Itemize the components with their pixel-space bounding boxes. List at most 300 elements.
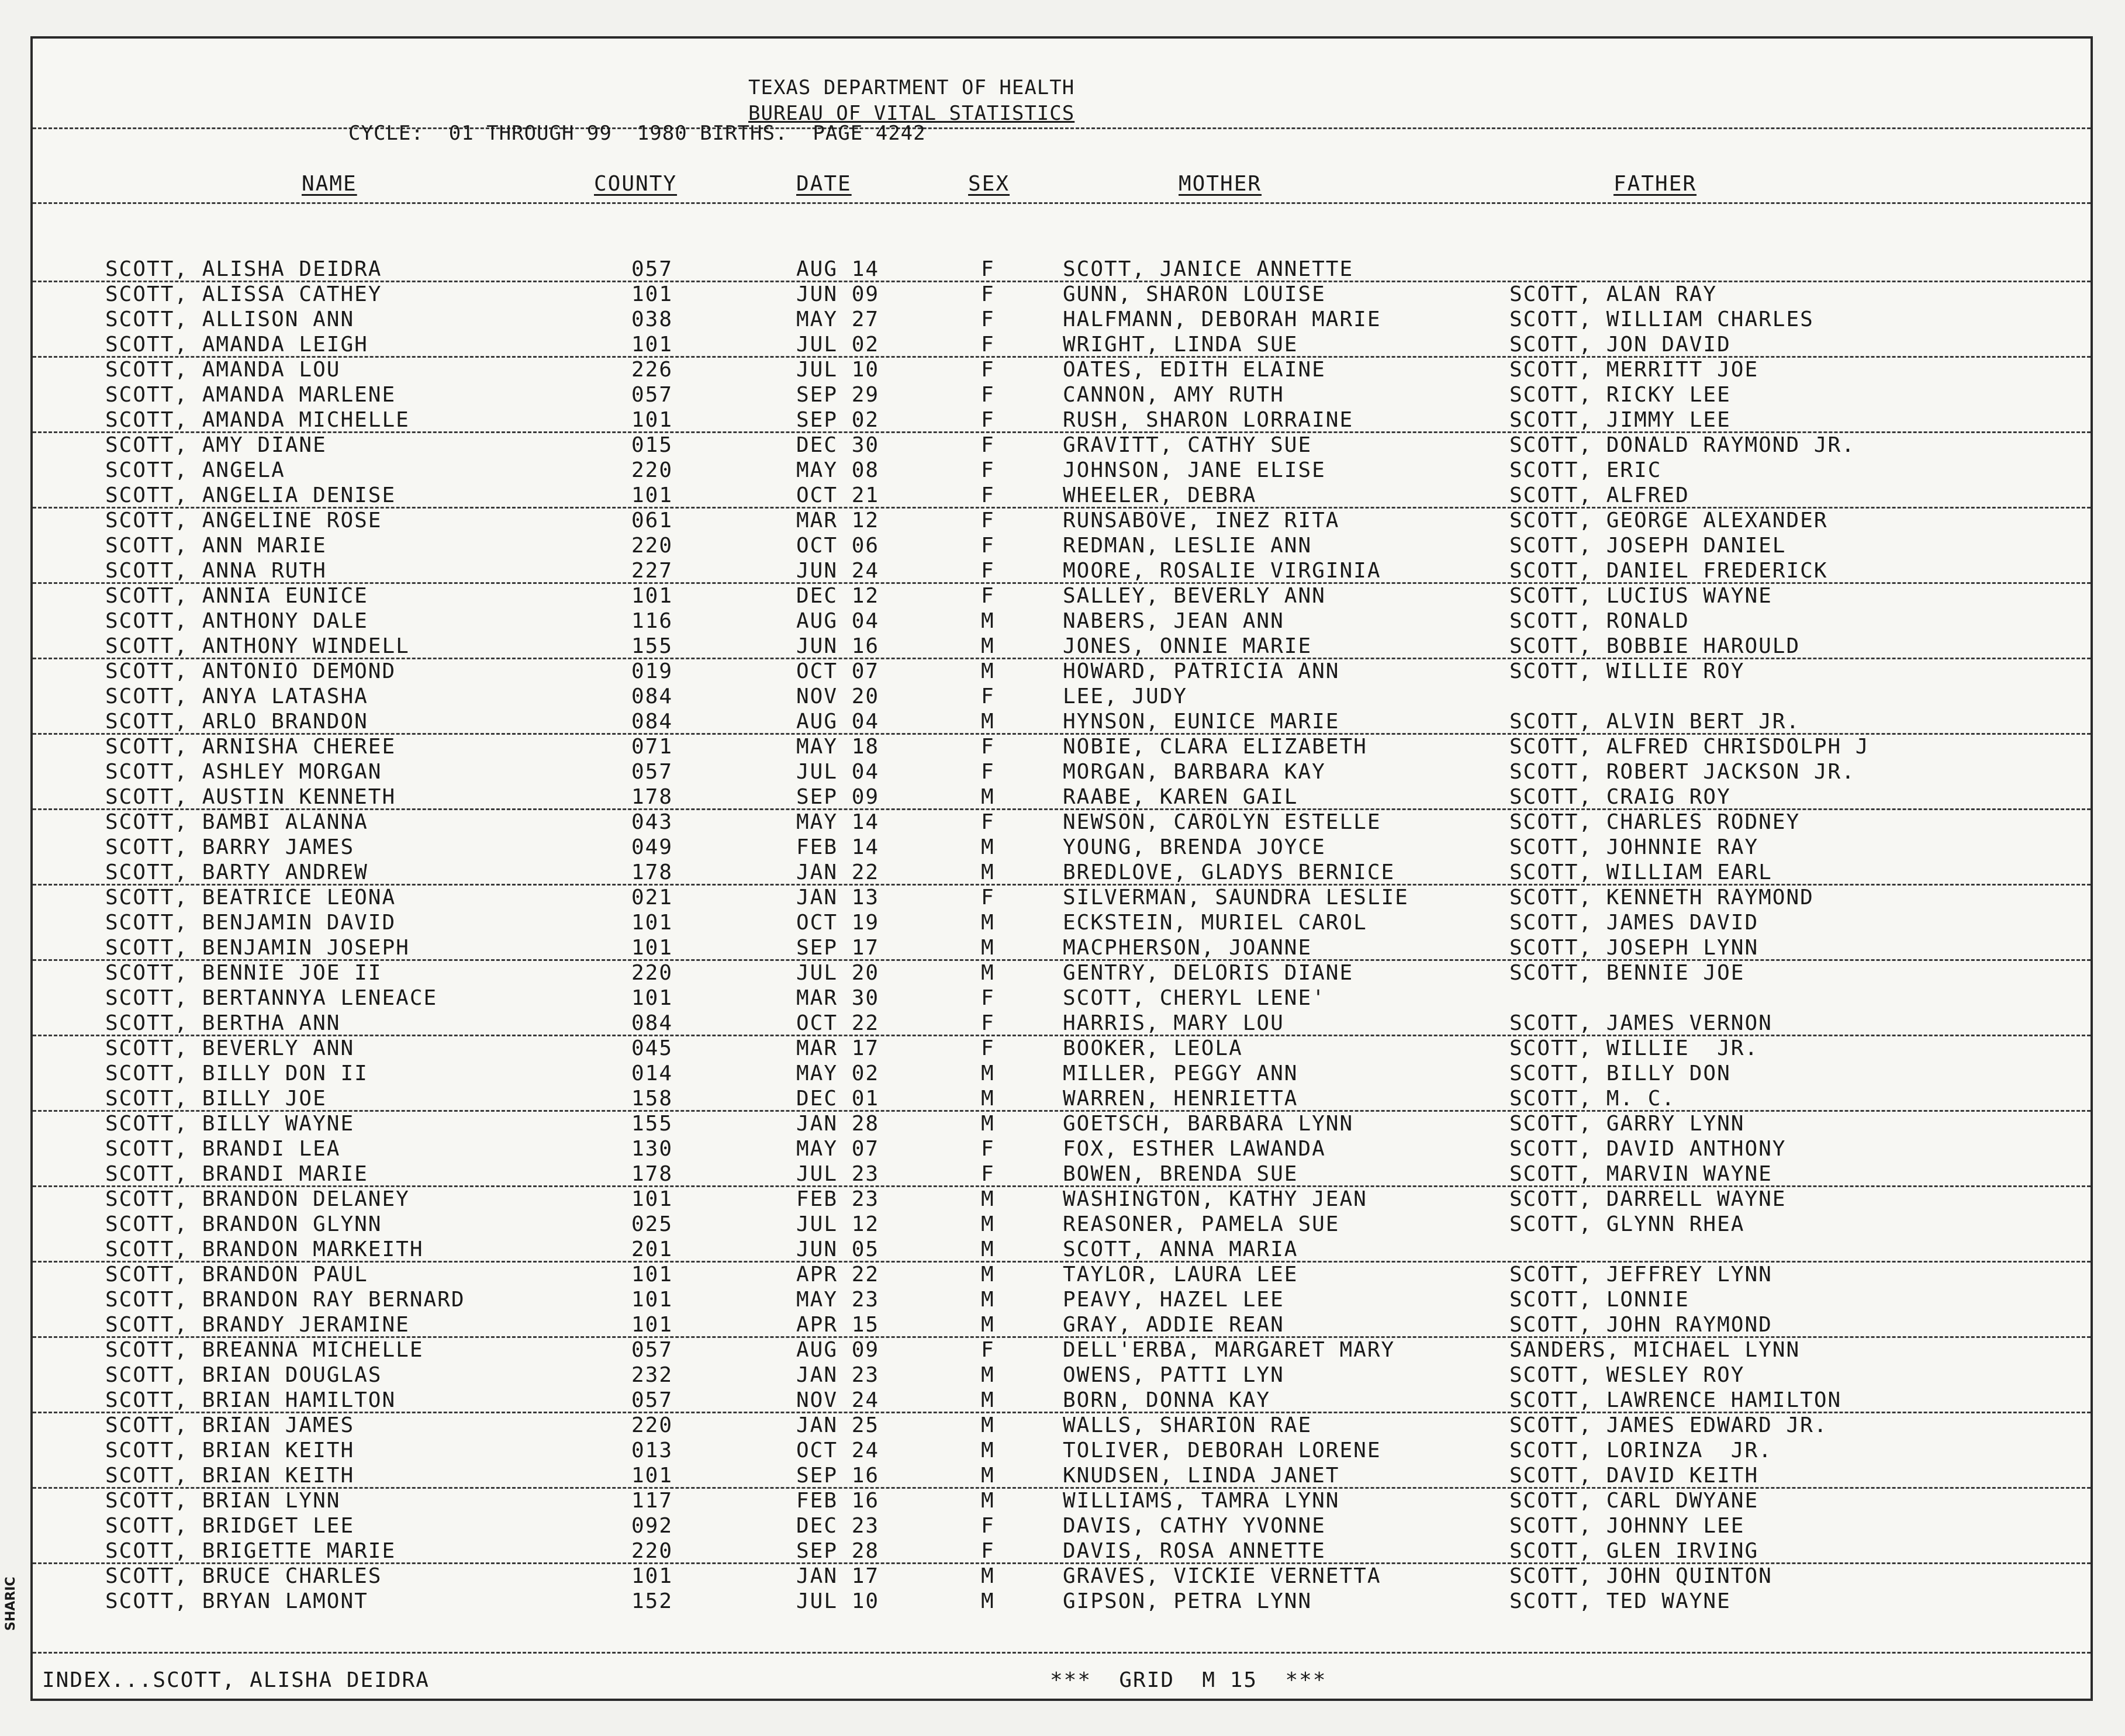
cell-date: JUL 04 xyxy=(796,760,880,784)
cell-mother: GRAVITT, CATHY SUE xyxy=(1063,433,1312,457)
cell-sex: M xyxy=(981,1564,995,1588)
cell-father: SCOTT, WESLEY ROY xyxy=(1509,1363,1745,1387)
cell-county: 220 xyxy=(631,534,673,558)
cell-sex: F xyxy=(981,1162,995,1186)
cell-father: SCOTT, JOHNNY LEE xyxy=(1509,1514,1745,1538)
cell-father: SCOTT, ALFRED xyxy=(1509,483,1689,507)
cell-name: SCOTT, BEATRICE LEONA xyxy=(105,886,396,910)
cell-date: DEC 30 xyxy=(796,433,880,457)
cell-county: 158 xyxy=(631,1087,673,1111)
cell-mother: CANNON, AMY RUTH xyxy=(1063,383,1284,407)
cell-sex: M xyxy=(981,710,995,734)
cell-name: SCOTT, BERTHA ANN xyxy=(105,1011,341,1035)
cell-date: FEB 23 xyxy=(796,1187,880,1211)
cell-county: 116 xyxy=(631,609,673,633)
cell-date: JUL 23 xyxy=(796,1162,880,1186)
cell-sex: F xyxy=(981,483,995,507)
cell-sex: M xyxy=(981,1288,995,1312)
cell-name: SCOTT, BRIAN HAMILTON xyxy=(105,1388,396,1412)
table-row xyxy=(33,1539,2091,1564)
cell-father: SCOTT, ALFRED CHRISDOLPH J xyxy=(1509,735,1870,759)
cell-mother: LEE, JUDY xyxy=(1063,684,1188,708)
cell-mother: REDMAN, LESLIE ANN xyxy=(1063,534,1312,558)
cell-date: NOV 24 xyxy=(796,1388,880,1412)
table-row xyxy=(33,785,2091,810)
cell-date: NOV 20 xyxy=(796,684,880,708)
cell-date: MAY 18 xyxy=(796,735,880,759)
cell-name: SCOTT, BAMBI ALANNA xyxy=(105,810,368,834)
cell-sex: M xyxy=(981,1489,995,1513)
cell-name: SCOTT, ARLO BRANDON xyxy=(105,710,368,734)
cell-sex: F xyxy=(981,307,995,331)
cell-county: 101 xyxy=(631,333,673,357)
cell-county: 101 xyxy=(631,1564,673,1588)
table-row xyxy=(33,1187,2091,1212)
cell-date: SEP 09 xyxy=(796,785,880,809)
cell-date: OCT 22 xyxy=(796,1011,880,1035)
header-bureau: BUREAU OF VITAL STATISTICS xyxy=(748,102,1075,125)
cell-name: SCOTT, BENJAMIN JOSEPH xyxy=(105,936,410,960)
cell-mother: GRAVES, VICKIE VERNETTA xyxy=(1063,1564,1381,1588)
cell-mother: SCOTT, JANICE ANNETTE xyxy=(1063,257,1354,281)
cell-father: SCOTT, MERRITT JOE xyxy=(1509,358,1759,382)
cell-father: SCOTT, CRAIG ROY xyxy=(1509,785,1731,809)
cell-mother: WALLS, SHARION RAE xyxy=(1063,1413,1312,1437)
cell-sex: F xyxy=(981,886,995,910)
cell-father: SCOTT, GEORGE ALEXANDER xyxy=(1509,509,1828,532)
cell-name: SCOTT, BERTANNYA LENEACE xyxy=(105,986,438,1010)
table-row xyxy=(33,483,2091,509)
cell-name: SCOTT, BRIAN KEITH xyxy=(105,1464,355,1488)
cell-date: SEP 17 xyxy=(796,936,880,960)
cell-father: SCOTT, DAVID ANTHONY xyxy=(1509,1137,1787,1161)
cell-county: 013 xyxy=(631,1438,673,1462)
cell-father: SCOTT, ALAN RAY xyxy=(1509,282,1718,306)
cell-father: SCOTT, JAMES VERNON xyxy=(1509,1011,1772,1035)
cell-sex: F xyxy=(981,684,995,708)
cell-county: 155 xyxy=(631,634,673,658)
cell-mother: WARREN, HENRIETTA xyxy=(1063,1087,1298,1111)
cell-mother: WILLIAMS, TAMRA LYNN xyxy=(1063,1489,1340,1513)
cell-mother: RUSH, SHARON LORRAINE xyxy=(1063,408,1354,432)
cell-sex: M xyxy=(981,659,995,683)
cell-date: JAN 23 xyxy=(796,1363,880,1387)
cell-sex: M xyxy=(981,1263,995,1287)
cell-county: 071 xyxy=(631,735,673,759)
cell-mother: HYNSON, EUNICE MARIE xyxy=(1063,710,1340,734)
cell-date: AUG 14 xyxy=(796,257,880,281)
table-row xyxy=(33,1212,2091,1237)
table-row xyxy=(33,584,2091,609)
cell-county: 152 xyxy=(631,1589,673,1613)
cell-mother: FOX, ESTHER LAWANDA xyxy=(1063,1137,1326,1161)
cell-name: SCOTT, BRIAN LYNN xyxy=(105,1489,341,1513)
table-row xyxy=(33,860,2091,886)
cell-date: MAY 23 xyxy=(796,1288,880,1312)
table-row xyxy=(33,433,2091,458)
cell-mother: GENTRY, DELORIS DIANE xyxy=(1063,961,1354,985)
cell-father: SCOTT, RICKY LEE xyxy=(1509,383,1731,407)
column-header-mother: MOTHER xyxy=(1179,172,1262,196)
cell-mother: MACPHERSON, JOANNE xyxy=(1063,936,1312,960)
cell-name: SCOTT, BREANNA MICHELLE xyxy=(105,1338,424,1362)
cell-county: 084 xyxy=(631,1011,673,1035)
cell-county: 084 xyxy=(631,684,673,708)
cell-county: 220 xyxy=(631,961,673,985)
cell-county: 155 xyxy=(631,1112,673,1136)
table-row xyxy=(33,383,2091,408)
cell-date: DEC 23 xyxy=(796,1514,880,1538)
cell-sex: F xyxy=(981,559,995,583)
cell-date: JUL 12 xyxy=(796,1212,880,1236)
cell-mother: SALLEY, BEVERLY ANN xyxy=(1063,584,1326,608)
cell-father: SCOTT, DONALD RAYMOND JR. xyxy=(1509,433,1856,457)
cell-date: JUN 05 xyxy=(796,1237,880,1261)
cell-mother: SILVERMAN, SAUNDRA LESLIE xyxy=(1063,886,1409,910)
column-header-father: FATHER xyxy=(1613,172,1697,196)
cell-county: 092 xyxy=(631,1514,673,1538)
column-header-name: NAME xyxy=(302,172,357,196)
cell-father: SCOTT, JOHN QUINTON xyxy=(1509,1564,1772,1588)
footer-divider xyxy=(33,1652,2091,1654)
cell-county: 101 xyxy=(631,986,673,1010)
cell-county: 101 xyxy=(631,282,673,306)
table-row xyxy=(33,835,2091,860)
cell-county: 057 xyxy=(631,760,673,784)
cell-name: SCOTT, BARRY JAMES xyxy=(105,835,355,859)
cell-name: SCOTT, BRANDON MARKEITH xyxy=(105,1237,424,1261)
cell-county: 220 xyxy=(631,1539,673,1563)
cell-father: SCOTT, JOSEPH DANIEL xyxy=(1509,534,1787,558)
table-row xyxy=(33,1514,2091,1539)
cell-county: 021 xyxy=(631,886,673,910)
table-row xyxy=(33,609,2091,634)
cell-date: JAN 22 xyxy=(796,860,880,884)
table-row xyxy=(33,333,2091,358)
cell-mother: OWENS, PATTI LYN xyxy=(1063,1363,1284,1387)
cell-name: SCOTT, BILLY DON II xyxy=(105,1061,368,1085)
cell-sex: M xyxy=(981,1237,995,1261)
cell-county: 061 xyxy=(631,509,673,532)
cell-name: SCOTT, AUSTIN KENNETH xyxy=(105,785,396,809)
cell-county: 043 xyxy=(631,810,673,834)
cell-name: SCOTT, BRIGETTE MARIE xyxy=(105,1539,396,1563)
cell-father: SCOTT, WILLIE ROY xyxy=(1509,659,1745,683)
cell-name: SCOTT, BRYAN LAMONT xyxy=(105,1589,368,1613)
cell-county: 019 xyxy=(631,659,673,683)
cell-father: SCOTT, M. C. xyxy=(1509,1087,1676,1111)
cell-name: SCOTT, ANNA RUTH xyxy=(105,559,327,583)
cell-sex: M xyxy=(981,1388,995,1412)
cell-county: 101 xyxy=(631,1464,673,1488)
cell-date: OCT 07 xyxy=(796,659,880,683)
cell-mother: NEWSON, CAROLYN ESTELLE xyxy=(1063,810,1381,834)
cell-date: FEB 16 xyxy=(796,1489,880,1513)
cell-county: 049 xyxy=(631,835,673,859)
cell-father: SCOTT, JAMES EDWARD JR. xyxy=(1509,1413,1828,1437)
cell-sex: M xyxy=(981,860,995,884)
cell-county: 101 xyxy=(631,936,673,960)
table-row xyxy=(33,1263,2091,1288)
cell-county: 057 xyxy=(631,1388,673,1412)
cell-sex: F xyxy=(981,333,995,357)
cell-name: SCOTT, ARNISHA CHEREE xyxy=(105,735,396,759)
cell-mother: WHEELER, DEBRA xyxy=(1063,483,1257,507)
cell-father: SCOTT, GLYNN RHEA xyxy=(1509,1212,1745,1236)
cell-sex: M xyxy=(981,1187,995,1211)
cell-date: MAY 14 xyxy=(796,810,880,834)
cell-sex: F xyxy=(981,282,995,306)
cell-county: 220 xyxy=(631,1413,673,1437)
cell-sex: M xyxy=(981,1413,995,1437)
table-row xyxy=(33,509,2091,534)
table-row xyxy=(33,1087,2091,1112)
cell-father: SCOTT, LORINZA JR. xyxy=(1509,1438,1772,1462)
table-row xyxy=(33,684,2091,710)
cell-father: SCOTT, WILLIE JR. xyxy=(1509,1036,1759,1060)
table-row xyxy=(33,886,2091,911)
cell-county: 226 xyxy=(631,358,673,382)
column-header-sex: SEX xyxy=(968,172,1010,196)
table-row xyxy=(33,1162,2091,1187)
cell-date: OCT 24 xyxy=(796,1438,880,1462)
table-row xyxy=(33,1413,2091,1438)
cell-date: OCT 06 xyxy=(796,534,880,558)
cell-date: DEC 01 xyxy=(796,1087,880,1111)
cell-name: SCOTT, ANTHONY WINDELL xyxy=(105,634,410,658)
table-row xyxy=(33,634,2091,659)
cell-county: 101 xyxy=(631,1313,673,1337)
cell-county: 101 xyxy=(631,408,673,432)
cell-date: MAY 02 xyxy=(796,1061,880,1085)
cell-father: SANDERS, MICHAEL LYNN xyxy=(1509,1338,1801,1362)
column-header-divider xyxy=(33,202,2091,204)
table-row xyxy=(33,1112,2091,1137)
table-row xyxy=(33,986,2091,1011)
cell-mother: TOLIVER, DEBORAH LORENE xyxy=(1063,1438,1381,1462)
cell-sex: F xyxy=(981,1338,995,1362)
cell-name: SCOTT, ANGELIA DENISE xyxy=(105,483,396,507)
table-row xyxy=(33,307,2091,333)
cell-sex: F xyxy=(981,735,995,759)
table-row xyxy=(33,659,2091,684)
cell-sex: F xyxy=(981,760,995,784)
cell-date: JAN 28 xyxy=(796,1112,880,1136)
cell-sex: F xyxy=(981,1539,995,1563)
table-row xyxy=(33,1288,2091,1313)
cell-sex: F xyxy=(981,383,995,407)
cell-mother: JOHNSON, JANE ELISE xyxy=(1063,458,1326,482)
cell-date: JAN 13 xyxy=(796,886,880,910)
cell-name: SCOTT, BARTY ANDREW xyxy=(105,860,368,884)
cell-sex: M xyxy=(981,1087,995,1111)
cell-name: SCOTT, BRIDGET LEE xyxy=(105,1514,355,1538)
table-row xyxy=(33,282,2091,307)
table-row xyxy=(33,911,2091,936)
cell-date: JUN 16 xyxy=(796,634,880,658)
cell-county: 057 xyxy=(631,257,673,281)
cell-father: SCOTT, DARRELL WAYNE xyxy=(1509,1187,1787,1211)
table-row xyxy=(33,1313,2091,1338)
cell-father: SCOTT, JAMES DAVID xyxy=(1509,911,1759,935)
cell-county: 101 xyxy=(631,483,673,507)
cell-name: SCOTT, ALLISON ANN xyxy=(105,307,355,331)
cell-mother: JONES, ONNIE MARIE xyxy=(1063,634,1312,658)
cell-sex: F xyxy=(981,358,995,382)
cell-date: DEC 12 xyxy=(796,584,880,608)
cell-name: SCOTT, ANGELINE ROSE xyxy=(105,509,382,532)
cell-father: SCOTT, KENNETH RAYMOND xyxy=(1509,886,1814,910)
table-row xyxy=(33,760,2091,785)
cell-date: MAR 12 xyxy=(796,509,880,532)
cell-mother: WASHINGTON, KATHY JEAN xyxy=(1063,1187,1367,1211)
cell-sex: M xyxy=(981,835,995,859)
cell-name: SCOTT, ALISHA DEIDRA xyxy=(105,257,382,281)
cell-mother: PEAVY, HAZEL LEE xyxy=(1063,1288,1284,1312)
cell-date: AUG 04 xyxy=(796,609,880,633)
cell-father: SCOTT, BILLY DON xyxy=(1509,1061,1731,1085)
cell-father: SCOTT, RONALD xyxy=(1509,609,1689,633)
cell-sex: M xyxy=(981,1112,995,1136)
cell-county: 101 xyxy=(631,911,673,935)
cell-sex: F xyxy=(981,408,995,432)
cell-father: SCOTT, CHARLES RODNEY xyxy=(1509,810,1801,834)
cell-father: SCOTT, WILLIAM CHARLES xyxy=(1509,307,1814,331)
cell-sex: M xyxy=(981,1438,995,1462)
cell-mother: NABERS, JEAN ANN xyxy=(1063,609,1284,633)
cell-date: AUG 04 xyxy=(796,710,880,734)
cell-mother: GRAY, ADDIE REAN xyxy=(1063,1313,1284,1337)
table-row xyxy=(33,559,2091,584)
side-label: SHARIC xyxy=(4,1576,18,1631)
header-divider xyxy=(33,127,2091,129)
cell-county: 014 xyxy=(631,1061,673,1085)
cell-mother: MILLER, PEGGY ANN xyxy=(1063,1061,1298,1085)
cell-name: SCOTT, BRANDI MARIE xyxy=(105,1162,368,1186)
cell-sex: F xyxy=(981,1011,995,1035)
table-row xyxy=(33,1036,2091,1061)
table-row xyxy=(33,257,2091,282)
cell-county: 038 xyxy=(631,307,673,331)
cell-father: SCOTT, JON DAVID xyxy=(1509,333,1731,357)
cell-date: SEP 02 xyxy=(796,408,880,432)
cell-date: JUL 10 xyxy=(796,358,880,382)
cell-mother: BREDLOVE, GLADYS BERNICE xyxy=(1063,860,1395,884)
table-row xyxy=(33,358,2091,383)
cell-date: JUL 20 xyxy=(796,961,880,985)
cell-name: SCOTT, BRANDON GLYNN xyxy=(105,1212,382,1236)
cell-father: SCOTT, MARVIN WAYNE xyxy=(1509,1162,1772,1186)
cell-sex: M xyxy=(981,1313,995,1337)
cell-mother: GOETSCH, BARBARA LYNN xyxy=(1063,1112,1354,1136)
table-row xyxy=(33,1011,2091,1036)
cell-mother: OATES, EDITH ELAINE xyxy=(1063,358,1326,382)
cell-county: 117 xyxy=(631,1489,673,1513)
cell-date: MAY 07 xyxy=(796,1137,880,1161)
cell-mother: MOORE, ROSALIE VIRGINIA xyxy=(1063,559,1381,583)
cell-father: SCOTT, GARRY LYNN xyxy=(1509,1112,1745,1136)
table-row xyxy=(33,1564,2091,1589)
cell-sex: F xyxy=(981,1514,995,1538)
cell-name: SCOTT, AMY DIANE xyxy=(105,433,327,457)
cell-county: 227 xyxy=(631,559,673,583)
cell-name: SCOTT, BRANDON DELANEY xyxy=(105,1187,410,1211)
cell-sex: M xyxy=(981,1212,995,1236)
table-row xyxy=(33,458,2091,483)
table-row xyxy=(33,1061,2091,1087)
cell-mother: SCOTT, CHERYL LENE' xyxy=(1063,986,1326,1010)
cell-name: SCOTT, ANTONIO DEMOND xyxy=(105,659,396,683)
cell-county: 130 xyxy=(631,1137,673,1161)
cell-mother: SCOTT, ANNA MARIA xyxy=(1063,1237,1298,1261)
column-header-county: COUNTY xyxy=(594,172,678,196)
cell-sex: F xyxy=(981,584,995,608)
cell-county: 101 xyxy=(631,1263,673,1287)
cell-name: SCOTT, BRANDI LEA xyxy=(105,1137,341,1161)
cell-date: APR 22 xyxy=(796,1263,880,1287)
table-row xyxy=(33,1338,2091,1363)
cell-father: SCOTT, JEFFREY LYNN xyxy=(1509,1263,1772,1287)
cell-county: 178 xyxy=(631,785,673,809)
cell-county: 201 xyxy=(631,1237,673,1261)
table-row xyxy=(33,1438,2091,1464)
cell-sex: F xyxy=(981,810,995,834)
table-row xyxy=(33,408,2091,433)
cell-sex: M xyxy=(981,1363,995,1387)
cell-date: APR 15 xyxy=(796,1313,880,1337)
cell-county: 057 xyxy=(631,1338,673,1362)
cell-sex: M xyxy=(981,1061,995,1085)
cell-sex: F xyxy=(981,1137,995,1161)
cell-mother: REASONER, PAMELA SUE xyxy=(1063,1212,1340,1236)
cell-name: SCOTT, ANN MARIE xyxy=(105,534,327,558)
cell-county: 084 xyxy=(631,710,673,734)
cell-county: 015 xyxy=(631,433,673,457)
cell-sex: F xyxy=(981,534,995,558)
cell-mother: BOOKER, LEOLA xyxy=(1063,1036,1243,1060)
document-page xyxy=(30,36,2093,1701)
cell-county: 101 xyxy=(631,1288,673,1312)
cell-mother: ECKSTEIN, MURIEL CAROL xyxy=(1063,911,1367,935)
cell-sex: F xyxy=(981,433,995,457)
cell-father: SCOTT, TED WAYNE xyxy=(1509,1589,1731,1613)
cell-mother: KNUDSEN, LINDA JANET xyxy=(1063,1464,1340,1488)
table-row xyxy=(33,936,2091,961)
cell-date: SEP 28 xyxy=(796,1539,880,1563)
cell-father: SCOTT, JIMMY LEE xyxy=(1509,408,1731,432)
cell-name: SCOTT, BRANDY JERAMINE xyxy=(105,1313,410,1337)
cell-mother: BOWEN, BRENDA SUE xyxy=(1063,1162,1298,1186)
cell-sex: M xyxy=(981,785,995,809)
cell-name: SCOTT, AMANDA LOU xyxy=(105,358,341,382)
cell-father: SCOTT, LONNIE xyxy=(1509,1288,1689,1312)
cell-sex: F xyxy=(981,1036,995,1060)
cell-mother: RAABE, KAREN GAIL xyxy=(1063,785,1298,809)
cell-county: 101 xyxy=(631,1187,673,1211)
cell-name: SCOTT, BEVERLY ANN xyxy=(105,1036,355,1060)
cell-name: SCOTT, BRANDON RAY BERNARD xyxy=(105,1288,465,1312)
cell-father: SCOTT, GLEN IRVING xyxy=(1509,1539,1759,1563)
cell-mother: TAYLOR, LAURA LEE xyxy=(1063,1263,1298,1287)
cell-name: SCOTT, ANGELA xyxy=(105,458,285,482)
cell-mother: HOWARD, PATRICIA ANN xyxy=(1063,659,1340,683)
cell-name: SCOTT, ALISSA CATHEY xyxy=(105,282,382,306)
table-row xyxy=(33,810,2091,835)
cell-sex: F xyxy=(981,257,995,281)
cell-date: JUL 02 xyxy=(796,333,880,357)
cell-mother: HARRIS, MARY LOU xyxy=(1063,1011,1284,1035)
cell-county: 178 xyxy=(631,1162,673,1186)
